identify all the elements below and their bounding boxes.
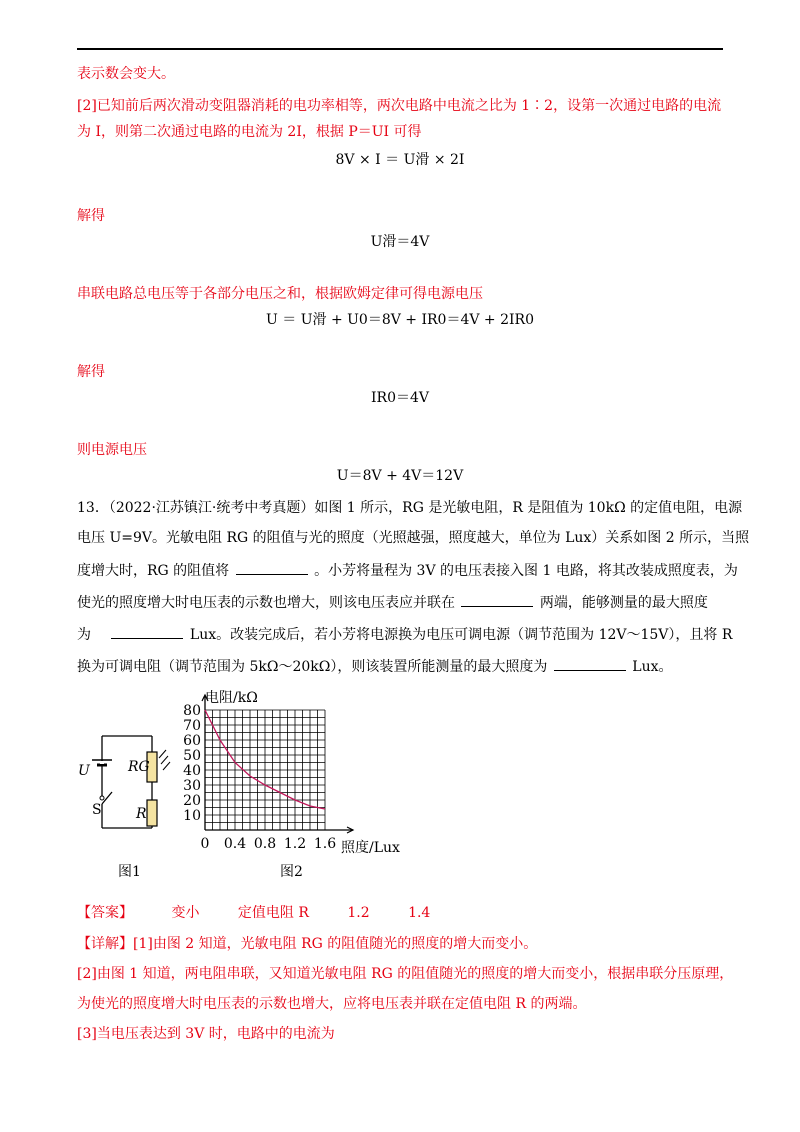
light-arrow-icon [163,762,170,770]
text-line: [2]已知前后两次滑动变阻器消耗的电功率相等，两次电路中电流之比为 1∶2，设第一次通过电路的电流 [77,98,722,114]
light-arrow-icon [161,756,168,764]
chart-grid [205,710,325,830]
question-text-part: 度增大时，RG 的阻值将 [77,563,230,579]
answer-value: 1.2 [347,905,370,921]
question-text-part: Lux。 [632,659,673,675]
figure2-caption: 图2 [280,864,303,880]
battery-gap [100,761,104,764]
x-tick-label: 0.8 [253,836,277,852]
question-text: 电压 U=9V。光敏电阻 RG 的阻值与光的照度（光照越强，照度越大，单位为 Lux）关系如图 2 所示，当照 [77,530,750,546]
header-rule [77,48,723,50]
text-line: 表示数会变大。 [77,66,175,82]
answer-value: 1.4 [408,905,431,921]
y-tick-label: 40 [183,763,201,779]
answer-blank[interactable] [461,592,533,607]
answer-tag: 【答案】 [77,905,133,921]
chart-axes [202,695,353,833]
y-tick-label: 70 [183,718,201,734]
question-text-part: Lux。改装完成后，若小芳将电源换为电压可调电源（调节范围为 12V～15V），且将 R [189,627,733,643]
question-text-part: 使光的照度增大时电压表的示数也增大，则该电压表应并联在 [77,595,455,611]
detail-line: 【详解】[1]由图 2 知道，光敏电阻 RG 的阻值随光的照度的增大而变小。 [77,936,538,952]
figure1-caption: 图1 [118,864,141,880]
question-text [77,592,723,613]
answer-line [77,903,723,923]
chart-xlabel: 照度/Lux [341,840,400,855]
x-tick-label: 0.4 [223,836,247,852]
label-s: S [92,802,102,818]
text-line: 解得 [77,364,105,380]
equation: 8V × I ＝ U滑 × 2I [335,152,465,168]
question-text-part: 。小芳将量程为 3V 的电压表接入图 1 电路，将其改装成照度表，为 [314,563,738,579]
answer-blank[interactable] [236,560,308,575]
y-tick-label: 10 [183,808,201,824]
equation: U ＝ U滑 + U0＝8V + IR0＝4V + 2IR0 [266,312,534,328]
light-arrow-icon [159,750,166,758]
question-text [77,624,733,645]
x-tick-label: 1.6 [313,836,337,852]
question-text [77,656,723,677]
question-text [77,560,738,581]
question-text: 13．（2022·江苏镇江·统考中考真题）如图 1 所示，RG 是光敏电阻，R 是阻值为 10kΩ 的定值电阻，电源 [77,500,743,516]
answer-blank[interactable] [554,656,626,671]
label-r: R [136,806,147,822]
answer-value: 变小 [171,905,200,921]
equation: IR0＝4V [371,390,429,406]
resistor-icon [147,800,157,826]
equation: U滑＝4V [370,234,430,250]
detail-line: [2]由图 1 知道，两电阻串联，又知道光敏电阻 RG 的阻值随光的照度的增大而变小，根据串联分压原理， [77,966,734,982]
switch-icon [100,796,104,800]
question-text-part: 换为可调电阻（调节范围为 5kΩ～20kΩ），则该装置所能测量的最大照度为 [77,659,548,675]
y-tick-label: 30 [183,778,201,794]
y-tick-label: 60 [183,733,201,749]
label-u: U [78,763,90,779]
x-tick-label: 1.2 [283,836,307,852]
chart-ylabel: 电阻/kΩ [205,690,258,706]
resistance-illuminance-chart [175,690,415,855]
x-tick-label: 0 [200,836,210,852]
text-line: 串联电路总电压等于各部分电压之和，根据欧姆定律可得电源电压 [77,286,483,302]
question-text-part: 为 [77,627,91,643]
answer-value: 定值电阻 R [237,905,309,921]
circuit-diagram [70,708,180,838]
text-line: 则电源电压 [77,442,147,458]
detail-line: [3]当电压表达到 3V 时，电路中的电流为 [77,1026,335,1042]
detail-line: 为使光的照度增大时电压表的示数也增大，应将电压表并联在定值电阻 R 的两端。 [77,996,587,1012]
label-rg: RG [128,759,150,775]
y-tick-label: 20 [183,793,201,809]
question-text-part: 两端，能够测量的最大照度 [539,595,708,611]
text-line: 解得 [77,208,105,224]
text-line: 为 I，则第二次通过电路的电流为 2I，根据 P＝UI 可得 [77,124,422,140]
y-tick-label: 80 [183,703,201,719]
answer-blank[interactable] [111,624,183,639]
equation: U＝8V + 4V＝12V [336,468,464,484]
y-tick-label: 50 [183,748,201,764]
